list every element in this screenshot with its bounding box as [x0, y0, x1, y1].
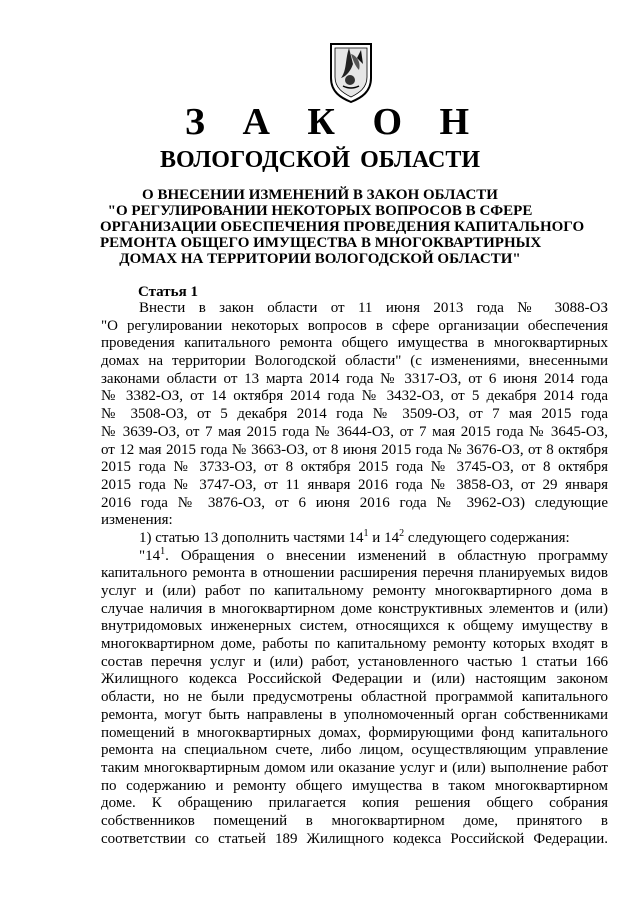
- body-line: от 12 мая 2015 года № 3663-ОЗ, от 8 июня 2015 года № 3676-ОЗ, от 8 октября: [101, 441, 608, 458]
- quote-line: соответствии со статьей 189 Жилищного кодекса Российской Федерации.: [101, 830, 608, 847]
- quote-line: Жилищного кодекса Российской Федерации и (или) настоящим законом: [101, 671, 608, 688]
- superscript: 2: [399, 527, 405, 539]
- item-text: 1) статью 13 дополнить частями 14: [139, 529, 364, 546]
- quote-line: капитального ремонта в отношении расширения перечня планируемых видов: [101, 565, 608, 582]
- body-line: законами области от 13 марта 2014 года № 3317-ОЗ, от 6 июня 2014 года: [101, 370, 608, 387]
- quote-line: области, но не были предусмотрены областной программой капитального: [101, 689, 608, 706]
- subtitle-line: ОРГАНИЗАЦИИ ОБЕСПЕЧЕНИЯ ПРОВЕДЕНИЯ КАПИТАЛЬНОГО: [100, 219, 585, 235]
- superscript: 1: [160, 545, 166, 557]
- quote-line: услуг и (или) работ по капитальному ремонту многоквартирного дома в: [101, 583, 608, 599]
- body-line: "О регулировании некоторых вопросов в сфере организации обеспечения: [101, 317, 608, 334]
- body-line: 2015 года № 3747-ОЗ, от 11 января 2016 года № 3858-ОЗ, от 29 января: [101, 476, 608, 493]
- quote-line: ремонта на специальном счете, либо лицом, осуществляющим управление: [101, 742, 608, 759]
- subtitle-line: РЕМОНТА ОБЩЕГО ИМУЩЕСТВА В МНОГОКВАРТИРНЫХ: [100, 235, 542, 251]
- body-line: проведения капитального ремонта общего имущества в многоквартирных: [101, 335, 608, 352]
- region-title: ВОЛОГОДСКОЙ ОБЛАСТИ: [159, 147, 481, 173]
- quote-first-line: [101, 545, 608, 566]
- body-line: 2016 года № 3876-ОЗ, от 6 июня 2016 года № 3962-ОЗ) следующие: [101, 494, 608, 511]
- subtitle-line: О ВНЕСЕНИИ ИЗМЕНЕНИЙ В ЗАКОН ОБЛАСТИ: [142, 187, 498, 203]
- body-line: 2015 года № 3733-ОЗ, от 8 октября 2015 года № 3745-ОЗ, от 8 октября: [101, 459, 608, 476]
- quote-line: состав перечня услуг и (или) работ, установленного частью 1 статьи 166: [101, 653, 608, 670]
- body-line: Внести в закон области от 11 июня 2013 года № 3088-ОЗ: [139, 300, 608, 316]
- subtitle-line: "О РЕГУЛИРОВАНИИ НЕКОТОРЫХ ВОПРОСОВ В СФЕРЕ: [107, 203, 533, 219]
- article-body: [101, 300, 608, 848]
- quote-line: внутридомовых инженерных систем, относящихся к общему имуществу в: [101, 618, 608, 635]
- superscript: 1: [363, 527, 369, 539]
- quote-line: ремонта, могут быть направлены в уполномоченный орган собственниками: [101, 706, 608, 723]
- coat-of-arms-icon: [327, 40, 375, 104]
- law-subtitle: [100, 187, 585, 267]
- quote-line: собственников помещений в многоквартирном доме, принятого в: [101, 812, 608, 829]
- quote-line: доме. К обращению прилагается копия решения общего собрания: [101, 795, 608, 812]
- quote-line: многоквартирном доме, работы по капитальному ремонту которых входят в: [101, 636, 608, 653]
- item-text: и 14: [368, 529, 400, 546]
- list-item-1: [101, 527, 608, 548]
- quote-line: случае наличия в многоквартирном доме конструктивных элементов и (или): [101, 600, 608, 617]
- body-line: № 3639-ОЗ, от 7 мая 2015 года № 3644-ОЗ, от 7 мая 2015 года № 3645-ОЗ,: [101, 423, 608, 440]
- document-type-title: З А К О Н: [184, 101, 484, 143]
- quote-text: . Обращения о внесении изменений в областную программу: [165, 547, 608, 564]
- quote-text: "14: [139, 547, 161, 564]
- subtitle-line: ДОМАХ НА ТЕРРИТОРИИ ВОЛОГОДСКОЙ ОБЛАСТИ": [119, 251, 521, 267]
- quote-line: помещений в многоквартирных домах, формирующими фонд капитального: [101, 724, 608, 741]
- body-line: домах на территории Вологодской области" (с изменениями, внесенными: [101, 353, 608, 370]
- item-text: следующего содержания:: [404, 529, 570, 546]
- quote-line: по содержанию и ремонту общего имущества в таком многоквартирном: [101, 777, 608, 794]
- quote-line: таким многоквартирным домом или оказание услуг и (или) выполнение работ: [101, 759, 608, 776]
- article-heading: Статья 1: [138, 284, 198, 300]
- body-line: № 3508-ОЗ, от 5 декабря 2014 года № 3509-ОЗ, от 7 мая 2015 года: [101, 406, 608, 423]
- body-line: изменения:: [101, 512, 173, 529]
- body-line: № 3382-ОЗ, от 14 октября 2014 года № 3432-ОЗ, от 5 декабря 2014 года: [101, 388, 608, 405]
